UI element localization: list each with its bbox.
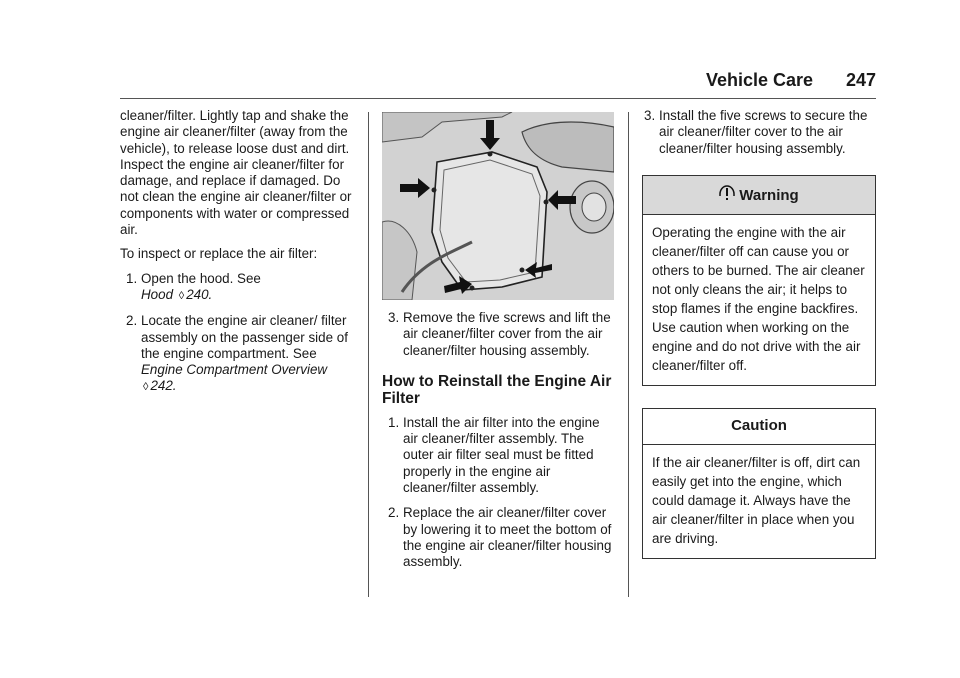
caution-box <box>642 408 876 559</box>
warning-title: Warning <box>739 186 799 204</box>
page-header <box>706 70 876 94</box>
caution-body: If the air cleaner/filter is off, dirt can easily get into the engine, which could damage it. Always have the air cleaner/filter in place when you are driving. <box>652 455 861 547</box>
step-text: Replace the air cleaner/filter cover by lowering it to meet the bottom of the engine air cleaner/filter housing assembly. <box>403 505 612 570</box>
step-number: 3. <box>388 310 400 325</box>
lead-paragraph: To inspect or replace the air filter: <box>120 246 318 262</box>
step-text: Install the five screws to secure the air cleaner/filter cover to the air cleaner/filter housing assembly. <box>659 108 868 156</box>
column-divider-1 <box>368 112 369 597</box>
page-reference[interactable]: 240. <box>186 286 213 302</box>
page-number: 247 <box>845 70 876 90</box>
cross-reference-link[interactable]: Engine Compartment Overview <box>141 362 328 378</box>
step-number: 2. <box>126 313 138 329</box>
page-reference[interactable]: 242. <box>150 378 177 394</box>
engine-air-filter-figure <box>382 112 614 300</box>
step-text: Install the air filter into the engine air cleaner/filter assembly. The outer air filter seal must be fitted properly in the engine air cleaner/filter assembly. <box>403 414 600 496</box>
step-3-remove <box>382 310 618 359</box>
warning-box <box>642 175 876 386</box>
header-rule <box>120 98 876 99</box>
cross-reference-link[interactable]: Hood <box>141 286 174 302</box>
step-number: 1. <box>388 414 400 430</box>
step-number: 3. <box>644 108 656 123</box>
column-2 <box>382 310 618 580</box>
column-1 <box>120 108 360 405</box>
step-2 <box>120 313 360 395</box>
column-3 <box>642 108 878 559</box>
warning-icon <box>719 185 735 203</box>
reinstall-step-2 <box>382 505 618 570</box>
step-text: Remove the five screws and lift the air cleaner/filter cover from the air cleaner/filter housing assembly. <box>403 310 611 358</box>
step-number: 2. <box>388 505 400 521</box>
step-text: Locate the engine air cleaner/ filter assembly on the passenger side of the engine compartment. See <box>141 313 348 361</box>
section-title: Vehicle Care <box>706 70 814 90</box>
step-3-install <box>638 108 878 157</box>
warning-header <box>643 176 875 215</box>
section-heading: How to Reinstall the Engine Air Filter <box>382 372 612 407</box>
step-1 <box>120 271 360 305</box>
column-divider-2 <box>628 112 629 597</box>
intro-paragraph: cleaner/filter. Lightly tap and shake the engine air cleaner/filter (away from the vehicle), to release loose dust and dirt. Inspect the engine air cleaner/filter for damage, and replace if damaged. Do not clean the engine air cleaner/filter or components with water or compressed air. <box>120 108 352 238</box>
page-reference-icon: ◊ <box>143 381 149 394</box>
caution-title: Caution <box>643 409 875 445</box>
warning-body: Operating the engine with the air cleaner/filter off can cause you or others to be burned. The air cleaner not only cleans the air; it helps to stop flames if the engine backfires. Use caution when working on the engine and do not drive with the air cleaner/filter off. <box>652 225 865 374</box>
step-text: Open the hood. See <box>141 270 261 286</box>
page-reference-icon: ◊ <box>178 289 185 302</box>
step-number: 1. <box>126 270 138 286</box>
reinstall-step-1 <box>382 415 618 496</box>
engine-compartment-illustration <box>382 112 614 300</box>
